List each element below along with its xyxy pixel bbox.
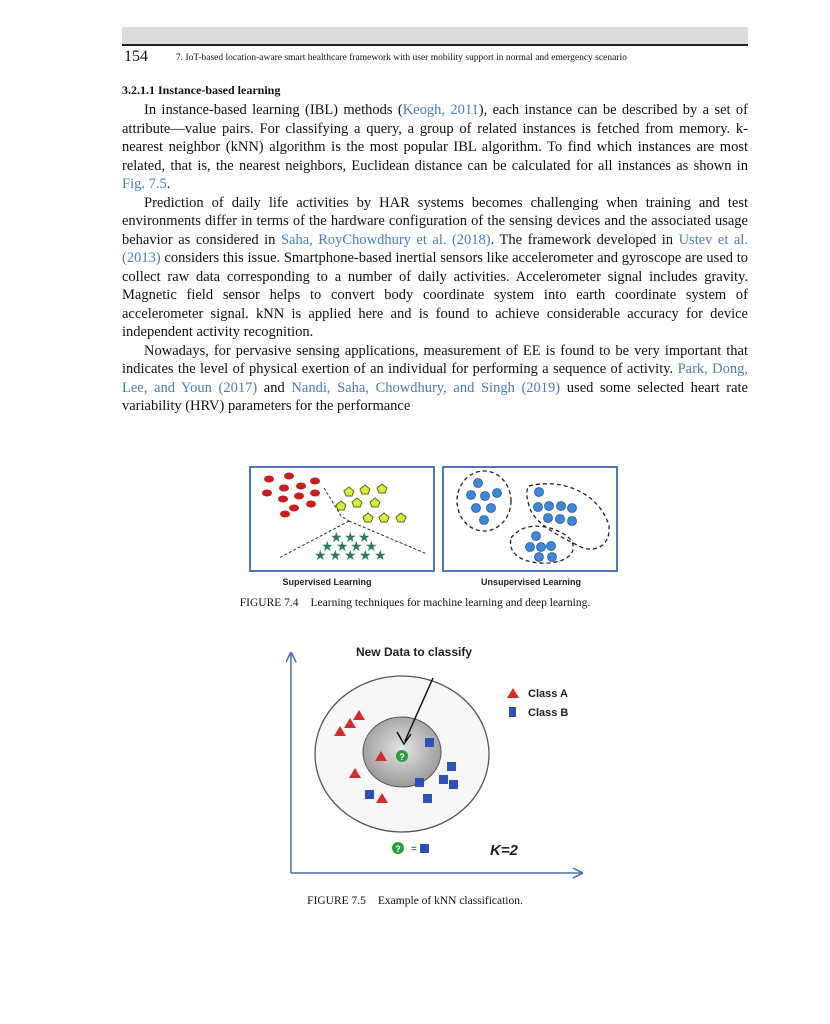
p1-text-b: ), each instance can be described by a set of attribute—value pairs. For classifying a query, a group of related instances is fetched from memory. k-nearest neighbor (kNN) algorithm is the most popular IBL algorithm. To find which instances are most related, that is, the nearest neighbors, Euclidean distance can be calculated for all instances as shown in — [122, 102, 748, 174]
section-heading: 3.2.1.1 Instance-based learning — [122, 83, 281, 97]
figure-7-4-caption — [0, 597, 830, 609]
result-query-mark: ? — [395, 844, 401, 854]
citation-link-ustev[interactable]: Ustev et al. (2013) — [122, 231, 748, 266]
p3-text-b: and — [257, 379, 292, 396]
citation-link-saha[interactable]: Saha, RoyChowdhury et al. (2018) — [280, 231, 491, 248]
svg-text:★: ★ — [359, 548, 372, 564]
figure-link-7-5[interactable]: Fig. 7.5 — [122, 176, 167, 192]
svg-text:★: ★ — [344, 548, 357, 564]
p3-text-c: used some selected heart rate variability (HRV) parameters for the performance — [122, 379, 748, 414]
figure-7-4 — [249, 466, 619, 588]
svg-text:★: ★ — [330, 530, 343, 546]
svg-text:★: ★ — [329, 548, 342, 564]
citation-link-park[interactable]: Park, Dong, Lee, and Youn (2017) — [122, 361, 748, 396]
result-class-b-marker — [420, 844, 429, 853]
unsupervised-label: Unsupervised Learning — [480, 577, 582, 587]
running-head: 7. IoT-based location-aware smart healthcare framework with user mobility support in normal and emergency scenario — [176, 53, 627, 63]
figure-7-4-number: FIGURE 7.4 — [239, 597, 299, 609]
paragraph-2 — [122, 194, 748, 342]
paragraph-1 — [122, 101, 748, 194]
supervised-panel — [250, 467, 434, 571]
legend-class-a-label: Class A — [528, 688, 568, 700]
svg-text:★: ★ — [365, 539, 378, 555]
figure-7-5 — [277, 638, 587, 888]
p3-text-a: Nowadays, for pervasive sensing applications, measurement of EE is found to be very important that indicates the level of physical exertion of an individual for performing a sequence of activity. — [122, 342, 748, 377]
p2-text-c: considers this issue. Smartphone-based inertial sensors like accelerometer and gyroscope are used to collect raw data corresponding to a number of daily activities. Accelerometer signal includes gravity. Magnetic field sensor helps to convert body coordinate system into earth coordinate system of accelerometer signal. kNN is applied here and is found to achieve considerable accuracy for device independent activity recognition. — [122, 250, 748, 340]
svg-text:★: ★ — [374, 548, 387, 564]
figure-7-5-caption — [0, 895, 830, 907]
svg-text:★: ★ — [314, 548, 327, 564]
svg-text:★: ★ — [321, 539, 334, 555]
unsupervised-panel — [443, 467, 617, 571]
p2-text-a: Prediction of daily life activities by HAR systems becomes challenging when training and test environments differ in terms of the hardware configuration of the sensing devices and the associated usage behavior as considered in — [122, 194, 748, 248]
figure-7-5-caption-text: Example of kNN classification. — [377, 895, 523, 907]
page-number: 154 — [124, 48, 148, 65]
paragraph-3 — [122, 342, 748, 416]
figure-title: New Data to classify — [355, 645, 473, 659]
legend-class-b-label: Class B — [528, 707, 569, 719]
p1-text-c: . — [166, 176, 171, 192]
result-equals: = — [411, 844, 417, 855]
figure-7-5-number: FIGURE 7.5 — [307, 895, 366, 907]
body-text — [122, 101, 748, 416]
query-point-mark: ? — [399, 752, 405, 762]
citation-link-nandi[interactable]: Nandi, Saha, Chowdhury, and Singh (2019) — [291, 379, 561, 396]
svg-text:★: ★ — [358, 530, 371, 546]
p2-text-b: . The framework developed in — [490, 231, 679, 248]
header-rule — [122, 44, 748, 46]
svg-text:★: ★ — [344, 530, 357, 546]
header-bar — [122, 27, 748, 44]
svg-text:★: ★ — [350, 539, 363, 555]
legend-class-b-marker — [509, 707, 516, 717]
supervised-label: Supervised Learning — [282, 577, 372, 587]
figure-7-4-caption-text: Learning techniques for machine learning and deep learning. — [310, 597, 591, 609]
citation-link-keogh[interactable]: Keogh, 2011 — [402, 102, 479, 118]
p1-text-a: In instance-based learning (IBL) methods ( — [144, 102, 403, 118]
svg-text:★: ★ — [336, 539, 349, 555]
legend-class-a-marker — [507, 688, 519, 698]
k-value-label: K=2 — [490, 842, 518, 859]
